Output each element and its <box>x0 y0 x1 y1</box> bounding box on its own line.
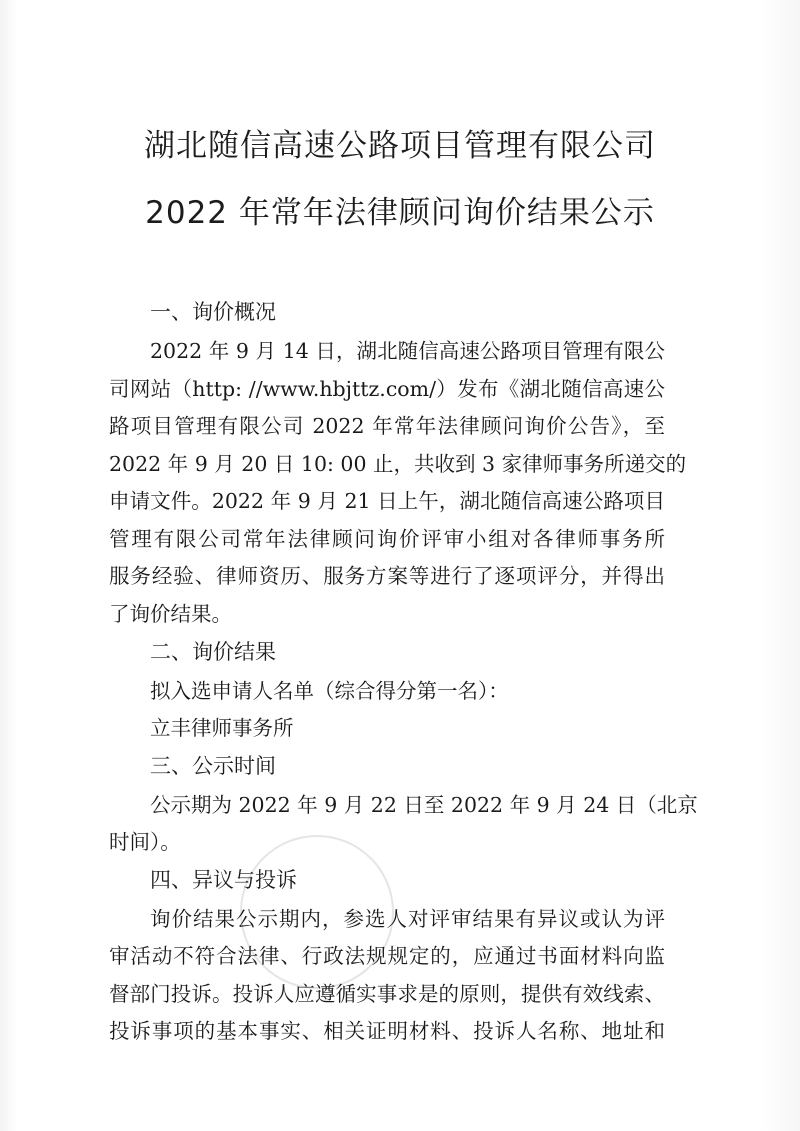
paragraph-line: 督部门投诉。投诉人应遵循实事求是的原则，提供有效线索、 <box>109 982 665 1006</box>
paragraph-line: 管理有限公司常年法律顾问询价评审小组对各律师事务所 <box>109 527 665 551</box>
paragraph-line: 申请文件。2022 年 9 月 21 日上午，湖北随信高速公路项目 <box>109 489 665 513</box>
paragraph-line: 司网站（http: //www.hbjttz.com/）发布《湖北随信高速公 <box>109 377 665 401</box>
paragraph-line: 投诉事项的基本事实、相关证明材料、投诉人名称、地址和 <box>109 1019 665 1043</box>
document-title-line-1: 湖北随信高速公路项目管理有限公司 <box>144 128 656 164</box>
section-heading-result: 二、询价结果 <box>150 640 276 664</box>
paragraph-line: 时间）。 <box>109 830 181 854</box>
paragraph-line: 2022 年 9 月 20 日 10: 00 止，共收到 3 家律师事务所递交的 <box>109 452 687 476</box>
paragraph-line: 2022 年 9 月 14 日，湖北随信高速公路项目管理有限公 <box>150 339 665 363</box>
section-heading-overview: 一、询价概况 <box>150 300 276 324</box>
paragraph-line: 询价结果公示期内，参选人对评审结果有异议或认为评 <box>150 907 665 931</box>
selected-applicant: 立丰律师事务所 <box>150 716 294 740</box>
section-heading-objection: 四、异议与投诉 <box>150 868 297 892</box>
paragraph-line: 路项目管理有限公司 2022 年常年法律顾问询价公告》，至 <box>109 414 665 438</box>
paragraph-line: 了询价结果。 <box>109 602 232 626</box>
section-heading-publicity-time: 三、公示时间 <box>150 754 276 778</box>
document-title-line-2: 2022 年常年法律顾问询价结果公示 <box>145 195 655 231</box>
paragraph-line: 服务经验、律师资历、服务方案等进行了逐项评分，并得出 <box>109 564 665 588</box>
paragraph-line: 拟入选申请人名单（综合得分第一名）： <box>150 679 509 703</box>
paragraph-line: 审活动不符合法律、行政法规规定的，应通过书面材料向监 <box>109 944 665 968</box>
paragraph-line: 公示期为 2022 年 9 月 22 日至 2022 年 9 月 24 日（北京 <box>150 793 698 817</box>
